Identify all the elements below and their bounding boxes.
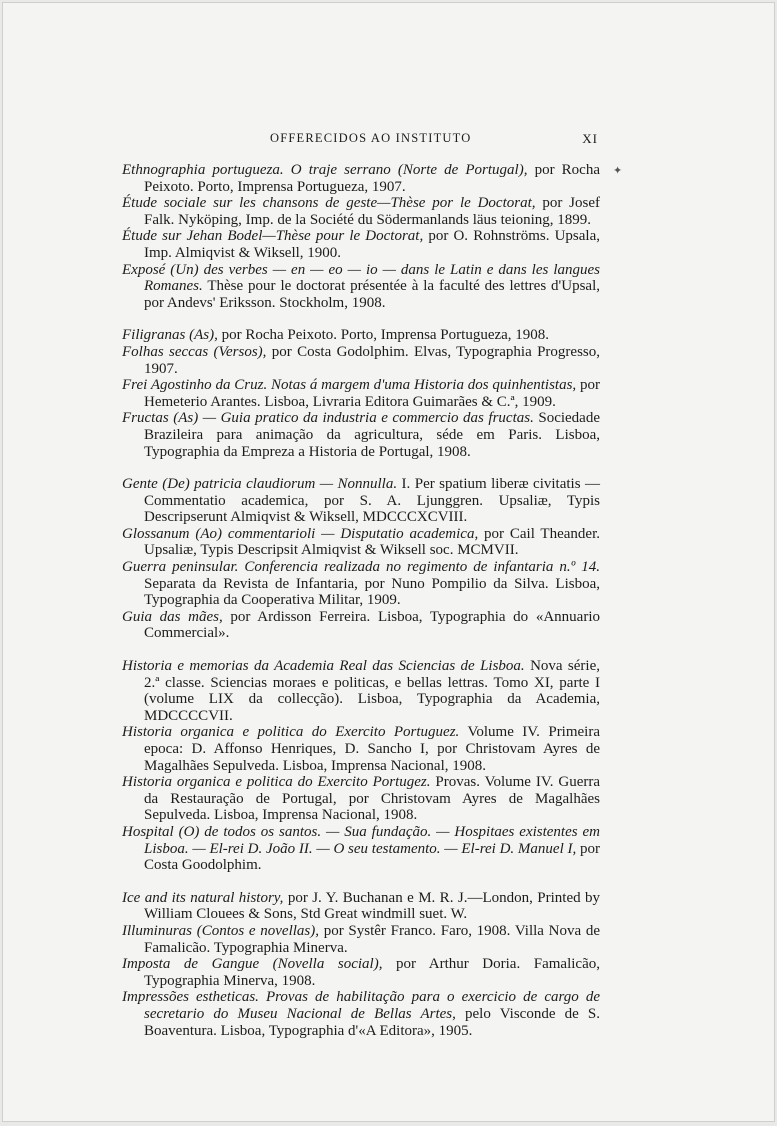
bibliography-entry [122, 824, 600, 874]
bibliography-entry [122, 410, 600, 460]
entry-details: I. Per spatium liberæ civitatis — Commentatio academica, por S. A. Ljunggren. Upsaliæ, Typis Descripserunt Almiqvist & Wiksell, MDCCCXCVIII. [144, 476, 600, 526]
margin-mark: ✦ [613, 164, 623, 177]
running-header [120, 131, 602, 149]
entry-title: Frei Agostinho da Cruz. Notas á margem d'uma Historia dos quinhentistas, [122, 377, 577, 394]
entry-group [122, 327, 600, 460]
entry-details: por Cail Theander. Upsaliæ, Typis Descripsit Almiqvist & Wiksell soc. MCMVII. [144, 525, 600, 559]
entry-details: pelo Visconde de S. Boaventura. Lisboa, Typographia d'«A Editora», 1905. [144, 1005, 601, 1039]
bibliography-entry [122, 327, 600, 344]
entry-title: Guerra peninsular. Conferencia realizada no regimento de infantaria n.º 14. [122, 559, 600, 576]
entry-details: por Hemeterio Arantes. Lisboa, Livraria Editora Guimarães & C.ª, 1909. [144, 377, 600, 410]
entry-title: Folhas seccas (Versos), [122, 343, 267, 360]
entry-details: Provas. Volume IV. Guerra da Restauração de Portugal, por Christovam Ayres de Magalhães Sepulveda. Lisboa, Imprensa Nacional, 1908. [144, 774, 600, 824]
entry-details: por Costa Goodolphim. [144, 840, 601, 874]
entry-title: Gente (De) patricia claudiorum — Nonnulla. [122, 476, 398, 493]
bibliography-entry [122, 890, 600, 923]
running-title: OFFERECIDOS AO INSTITUTO [270, 131, 472, 145]
entry-details: por Arthur Doria. Famalicão, Typographia Minerva, 1908. [144, 956, 600, 989]
entry-title: Glossanum (Ao) commentarioli — Disputatio academica, [122, 525, 479, 542]
entry-title: Étude sur Jehan Bodel—Thèse pour le Doctorat, [122, 228, 424, 245]
entry-title: Historia e memorias da Academia Real das Sciencias de Lisboa. [122, 658, 525, 675]
entry-details: por Rocha Peixoto. Porto, Imprensa Portugueza, 1907. [144, 162, 600, 195]
bibliography-entry [122, 609, 600, 642]
bibliography-entry [122, 774, 600, 824]
bibliography-list [122, 162, 600, 1055]
entry-details: por Systêr Franco. Faro, 1908. Villa Nova de Famalicão. Typographia Minerva. [144, 922, 600, 956]
entry-group [122, 476, 600, 642]
entry-group [122, 162, 600, 311]
entry-details: por O. Rohnströms. Upsala, Imp. Almiqvist & Wiksell, 1900. [144, 228, 600, 261]
bibliography-entry [122, 476, 600, 526]
page-number: XI [582, 131, 598, 146]
bibliography-entry [122, 559, 600, 609]
entry-group [122, 890, 600, 1039]
bibliography-entry [122, 923, 600, 956]
bibliography-entry [122, 228, 600, 261]
entry-title: Illuminuras (Contos e novellas), [122, 922, 320, 939]
entry-title: Exposé (Un) des verbes — en — eo — io — dans le Latin e dans les langues Romanes. [122, 261, 600, 295]
entry-details: por Ardisson Ferreira. Lisboa, Typographia do «Annuario Commercial». [144, 608, 600, 642]
entry-details: por Rocha Peixoto. Porto, Imprensa Portugueza, 1908. [217, 327, 550, 344]
bibliography-entry [122, 724, 600, 774]
bibliography-entry [122, 344, 600, 377]
entry-details: Thèse pour le doctorat présentée à la faculté des lettres d'Upsal, por Andevs' Eriksson. Stockholm, 1908. [144, 278, 600, 311]
bibliography-entry [122, 989, 600, 1039]
entry-title: Ice and its natural history, [122, 889, 284, 906]
bibliography-entry [122, 526, 600, 559]
entry-details: por J. Y. Buchanan e M. R. J.—London, Printed by William Clouees & Sons, Std Great windmill suet. W. [144, 889, 601, 923]
entry-title: Filigranas (As), [122, 327, 218, 344]
entry-title: Historia organica e politica do Exercito Portugez. [122, 774, 431, 791]
entry-details: Separata da Revista de Infantaria, por Nuno Pompilio da Silva. Lisboa, Typographia da Cooperativa Militar, 1909. [144, 575, 600, 609]
bibliography-entry [122, 658, 600, 724]
entry-title: Fructas (As) — Guia pratico da industria e commercio das fructas. [122, 410, 534, 427]
entry-title: Ethnographia portugueza. O traje serrano (Norte de Portugal), [122, 162, 528, 178]
entry-title: Hospital (O) de todos os santos. — Sua fundação. — Hospitaes existentes em Lisboa. — El-rei D. João II. — O seu testamento. — El-rei D. Manuel I, [122, 823, 600, 857]
entry-title: Guia das mães, [122, 608, 223, 625]
bibliography-entry [122, 262, 600, 312]
bibliography-entry [122, 377, 600, 410]
entry-title: Impressões estheticas. Provas de habilitação para o exercicio de cargo de secretario do Museu Nacional de Bellas Artes, [122, 989, 600, 1022]
bibliography-entry [122, 195, 600, 228]
bibliography-entry [122, 956, 600, 989]
entry-details: por Josef Falk. Nyköping, Imp. de la Société du Södermanlands läus teioning, 1899. [144, 195, 601, 228]
entry-title: Étude sociale sur les chansons de geste—Thèse por le Doctorat, [122, 195, 536, 212]
entry-details: Sociedade Brazileira para animação da agricultura, séde em Paris. Lisboa, Typographia da Empreza a Historia de Portugal, 1908. [144, 410, 601, 460]
entry-details: Volume IV. Primeira epoca: D. Affonso Henriques, D. Sancho I, por Christovam Ayres de Magalhães Sepulveda. Lisboa, Imprensa Nacional, 1908. [144, 724, 600, 774]
entry-title: Historia organica e politica do Exercito Portuguez. [122, 724, 460, 741]
entry-title: Imposta de Gangue (Novella social), [122, 956, 383, 973]
entry-details: por Costa Godolphim. Elvas, Typographia Progresso, 1907. [144, 343, 600, 377]
bibliography-entry [122, 162, 600, 195]
document-page [2, 2, 775, 1122]
entry-details: Nova série, 2.ª classe. Sciencias moraes e politicas, e bellas lettras. Tomo XI, parte I (volume LIX da collecção). Lisboa, Typographia da Academia, MDCCCCVII. [144, 658, 601, 724]
entry-group [122, 658, 600, 874]
